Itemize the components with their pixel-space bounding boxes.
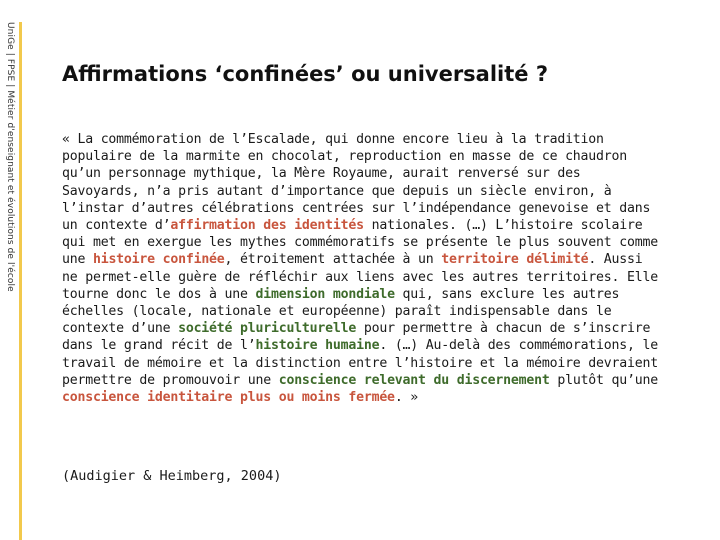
slide-title: Affirmations ‘confinées’ ou universalité ?: [62, 62, 549, 86]
highlight-societe-pluriculturelle: société pluriculturelle: [178, 321, 357, 337]
quote-segment: , étroitement attachée à un: [224, 252, 442, 268]
quote-paragraph: [62, 131, 662, 406]
highlight-histoire-confinee: histoire confinée: [92, 252, 225, 268]
highlight-histoire-humaine: histoire humaine: [255, 338, 380, 354]
sidebar-label-text: UniGe | FPSE | Métier d'enseignant et évolutions de l'école: [5, 22, 15, 292]
quote-segment: nationales. (…) L’histoire scolaire qui met en exergue les mythes commémoratifs se présente le plus souvent comme une: [62, 218, 658, 268]
quote-segment: plutôt qu’une: [549, 372, 658, 388]
highlight-affirmation-identites: affirmation des identités: [170, 218, 364, 234]
highlight-conscience-discernement: conscience relevant du discernement: [278, 372, 550, 388]
quote-segment: qui, sans exclure les autres échelles (locale, nationale et européenne) paraît indispensable dans le contexte d’une: [62, 286, 620, 337]
quote-segment: . (…) Au-delà des commémorations, le travail de mémoire et la distinction entre l’histoire et la mémoire devraient permettre de promouvoir une: [62, 338, 658, 388]
highlight-conscience-identitaire: conscience identitaire plus ou moins fermée: [62, 390, 395, 406]
quote-segment: pour permettre à chacun de s’inscrire dans le grand récit de l’: [62, 321, 651, 354]
citation: (Audigier & Heimberg, 2004): [62, 468, 282, 484]
highlight-dimension-mondiale: dimension mondiale: [255, 286, 395, 302]
sidebar-label: [2, 22, 16, 302]
quote-segment: . Aussi ne permet-elle guère de réfléchir aux liens avec les autres territoires. Elle tourne donc le dos à une: [62, 252, 658, 302]
quote-segment: . »: [394, 390, 419, 406]
highlight-territoire-delimite: territoire délimité: [441, 252, 589, 268]
quote-segment: « La commémoration de l’Escalade, qui donne encore lieu à la tradition populaire de la marmite en chocolat, reproduction en masse de ce chaudron qu’un personnage mythique, la Mère Royaume, aurait renversé sur des Savoyards, n’a pris autant d’importance que depuis un siècle environ, à l’instar d’autres célébrations centrées sur l’indépendance genevoise et dans un contexte d’: [62, 132, 651, 234]
sidebar-accent-line: [19, 22, 22, 540]
